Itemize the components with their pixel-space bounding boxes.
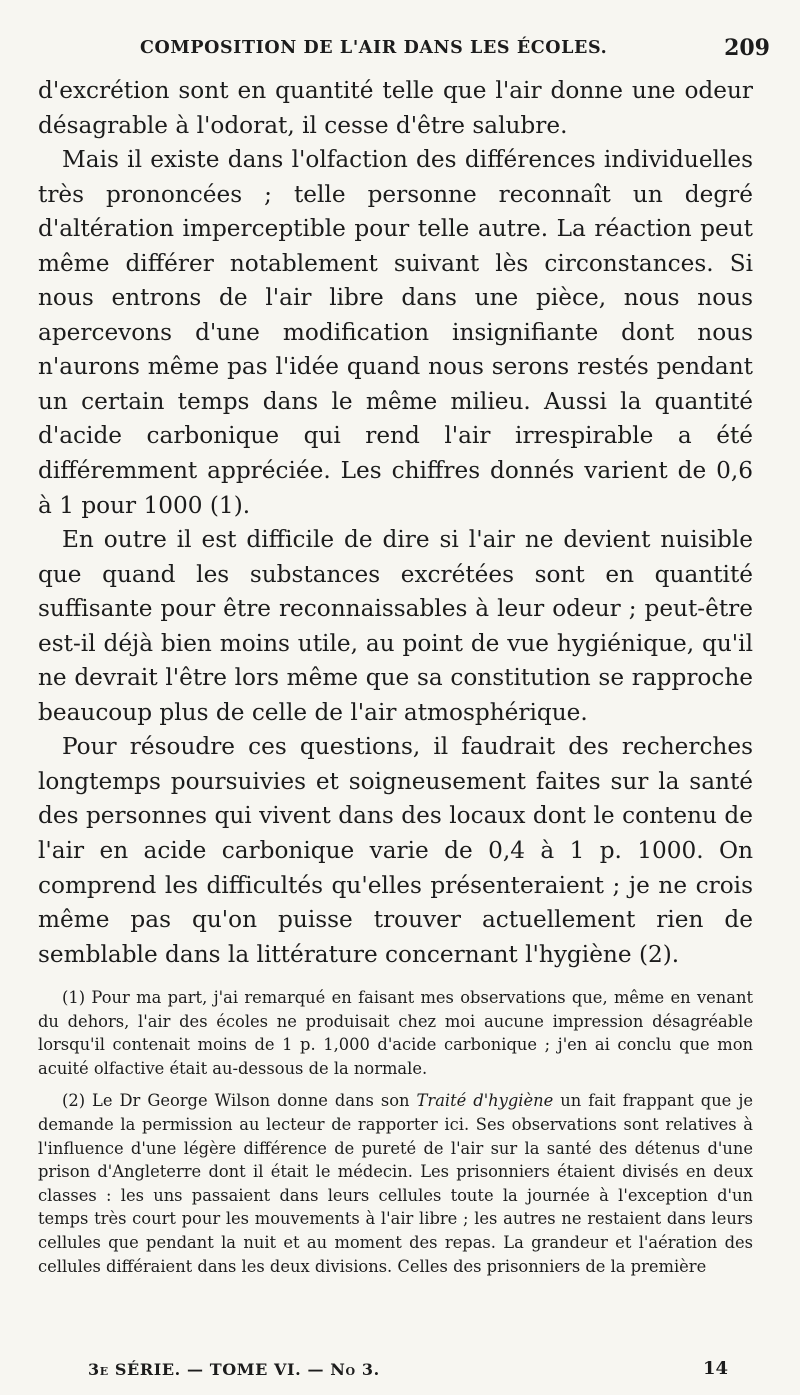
running-title: COMPOSITION DE L'AIR DANS LES ÉCOLES.: [140, 38, 608, 58]
paragraph: Mais il existe dans l'olfaction des différences individuelles très prononcées ; telle personne reconnaît un degré d'altération imperceptible pour telle autre. La réaction peut même différer notablement suivant lès circonstances. Si nous entrons de l'air libre dans une pièce, nous nous apercevons d'une modification insignifiante dont nous n'aurons même pas l'idée quand nous serons restés pendant un certain temps dans le même milieu. Aussi la quantité d'acide carbonique qui rend l'air irrespirable a été différemment appréciée. Les chiffres donnés varient de 0,6 à 1 pour 1000 (1).: [38, 146, 753, 519]
paragraph-continued: d'excrétion sont en quantité telle que l'air donne une odeur désagrable à l'odorat, il cesse d'être salubre.: [38, 77, 753, 139]
signature-line: [88, 1360, 728, 1386]
signature-number: 14: [702, 1358, 728, 1379]
page-number: 209: [724, 35, 770, 61]
footnote-2-book-title: Traité d'hygiène: [416, 1091, 554, 1111]
series-info: 3e SÉRIE. — TOME VI. — No 3.: [88, 1360, 380, 1379]
footnote-2-lead: (2) Le Dr George Wilson donne dans son: [62, 1091, 417, 1111]
footnote-2-rest: un fait frappant que je demande la permission au lecteur de rapporter ici. Ses observations sont relatives à l'influence d'une légère différence de pureté de l'air sur la santé des détenus d'une prison d'Angleterre dont il était le médecin. Les prisonniers étaient divisés en deux classes : les uns passaient dans leurs cellules toute la journée à l'exception d'un temps très court pour les mouvements à l'air libre ; les autres ne restaient dans leurs cellules que pendant la nuit et au moment des repas. La grandeur et l'aération des cellules différaient dans les deux divisions. Celles des prisonniers de la première: [38, 1091, 753, 1276]
footnotes: [38, 986, 753, 1287]
paragraph: En outre il est difficile de dire si l'air ne devient nuisible que quand les substances excrétées sont en quantité suffisante pour être reconnaissables à leur odeur ; peut-être est-il déjà bien moins utile, au point de vue hygiénique, qu'il ne devrait l'être lors même que sa constitution se rapproche beaucoup plus de celle de l'air atmosphérique.: [38, 526, 753, 726]
footnote-2: [38, 1089, 753, 1278]
paragraph: Pour résoudre ces questions, il faudrait des recherches longtemps poursuivies et soigneusement faites sur la santé des personnes qui vivent dans des locaux dont le contenu de l'air en acide carbonique varie de 0,4 à 1 p. 1000. On comprend les difficultés qu'elles présenteraient ; je ne crois même pas qu'on puisse trouver actuellement rien de semblable dans la littérature concernant l'hygiène (2).: [38, 733, 753, 968]
main-text: [38, 74, 753, 972]
footnote-1: (1) Pour ma part, j'ai remarqué en faisant mes observations que, même en venant du dehors, l'air des écoles ne produisait chez moi aucune impression désagréable lorsqu'il contenait moins de 1 p. 1,000 d'acide carbonique ; j'en ai conclu que mon acuité olfactive était au-dessous de la normale.: [38, 988, 753, 1078]
running-header: [140, 35, 770, 66]
